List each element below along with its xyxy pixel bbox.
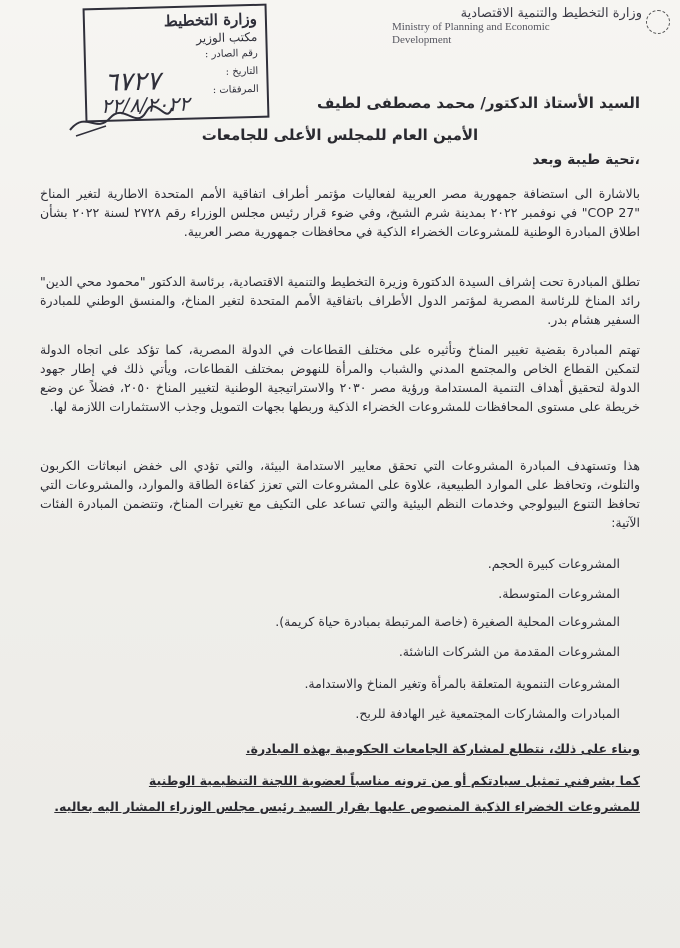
eagle-emblem-icon (646, 10, 670, 34)
paragraph-3: تهتم المبادرة بقضية تغيير المناخ وتأثيره على مختلف القطاعات في الدولة المصرية، كما تؤكد على اتجاه الدولة لتمكين القطاع الخاص والمجتمع المدني والشباب والمرأة للنهوض بمختلف القطاعات، ويأتي ذلك في إطار جهود الدولة لتحقيق أهداف التنمية المستدامة ورؤية مصر ٢٠٣٠ والاستراتيجية الوطنية لتغيير المناخ ٢٠٥٠، فضلاً عن وضع خريطة على مستوى المحافظات للمشروعات الخضراء الذكية وربطها بجهات التمويل وجذب الاستثمارات اللازمة لها. (40, 342, 640, 414)
closing-text-1: وبناء على ذلك، نتطلع لمشاركة الجامعات الحكومية بهذه المبادرة. (245, 741, 640, 756)
stamp-title: وزارة التخطيط (163, 9, 258, 31)
greeting: تحية طيبة وبعد، (532, 152, 640, 168)
ministry-name-english-1: Ministry of Planning and Economic (392, 21, 550, 33)
stamp-office: مكتب الوزير (195, 29, 258, 46)
addressee-name: السيد الأستاذ الدكتور/ محمد مصطفى لطيف (317, 94, 640, 112)
paragraph-4: هذا وتستهدف المبادرة المشروعات التي تحقق معايير الاستدامة البيئة، والتي تؤدي الى خفض انبعاثات الكربون والتلوث، وتحافظ على الموارد الطبيعية، علاوة على المشروعات التي تعزز كفاءة الطاقة والموارد، والمشروعات التي تحافظ التنوع البيولوجي وخدمات النظم البيئية والتي تساعد على التكيف مع تغيرات المناخ، وتتضمن المبادرة الفئات الآتية: (40, 458, 640, 530)
ministry-name-arabic: وزارة التخطيط والتنمية الاقتصادية (460, 6, 642, 21)
stamp-date: ٢٢/٨/٢٠٢٢ (100, 91, 191, 118)
closing-text-3: للمشروعات الخضراء الذكية المنصوص عليها بقرار السيد رئيس مجلس الوزراء المشار اليه بعاليه. (54, 799, 640, 814)
category-item: المشروعات المقدمة من الشركات الناشئة. (398, 644, 620, 659)
category-item: المبادرات والمشاركات المجتمعية غير الهادفة للربح. (355, 706, 620, 721)
paragraph-2: تطلق المبادرة تحت إشراف السيدة الدكتورة وزيرة التخطيط والتنمية الاقتصادية، برئاسة الدكتور "محمود محي الدين" رائد المناخ للرئاسة المصرية لمؤتمر الدول الأطراف باتفاقية الأمم المتحدة لتغير المناخ، والمنسق الوطني للمبادرة السفير هشام بدر. (40, 274, 640, 327)
category-item: المشروعات المحلية الصغيرة (خاصة المرتبطة بمبادرة حياة كريمة). (275, 614, 620, 629)
stamp-line-date: التاريخ : (225, 65, 259, 78)
paragraph-1: بالاشارة الى استضافة جمهورية مصر العربية لفعاليات مؤتمر أطراف اتفاقية الأمم المتحدة الاطارية لتغير المناخ "COP 27" في نوفمبر ٢٠٢٢ بمدينة شرم الشيخ، وفي ضوء قرار رئيس مجلس الوزراء رقم ٢٧٢٨ لسنة ٢٠٢٢ بشأن اطلاق المبادرة الوطنية للمشروعات الخضراء الذكية في محافظات جمهورية مصر العربية. (40, 186, 640, 239)
closing-line-3 (30, 796, 640, 818)
stamp-number: ٦٧٢٧ (104, 66, 161, 98)
category-item: المشروعات المتوسطة. (498, 586, 620, 601)
stamp-line-attachments: المرفقات : (212, 83, 259, 97)
addressee-title: الأمين العام للمجلس الأعلى للجامعات (201, 126, 479, 144)
ministry-name-english-2: Development (392, 34, 452, 46)
stamp-line-number: رقم الصادر : (204, 47, 258, 61)
closing-text-2: كما يشرفني تمثيل سيادتكم أو من ترونه مناسباً لعضوية اللجنة التنظيمية الوطنية (148, 773, 640, 788)
category-item: المشروعات كبيرة الحجم. (487, 556, 620, 571)
closing-line-1 (30, 738, 640, 760)
category-item: المشروعات التنموية المتعلقة بالمرأة وتغير المناخ والاستدامة. (304, 676, 620, 691)
closing-line-2 (30, 770, 640, 792)
letterhead (392, 6, 642, 47)
